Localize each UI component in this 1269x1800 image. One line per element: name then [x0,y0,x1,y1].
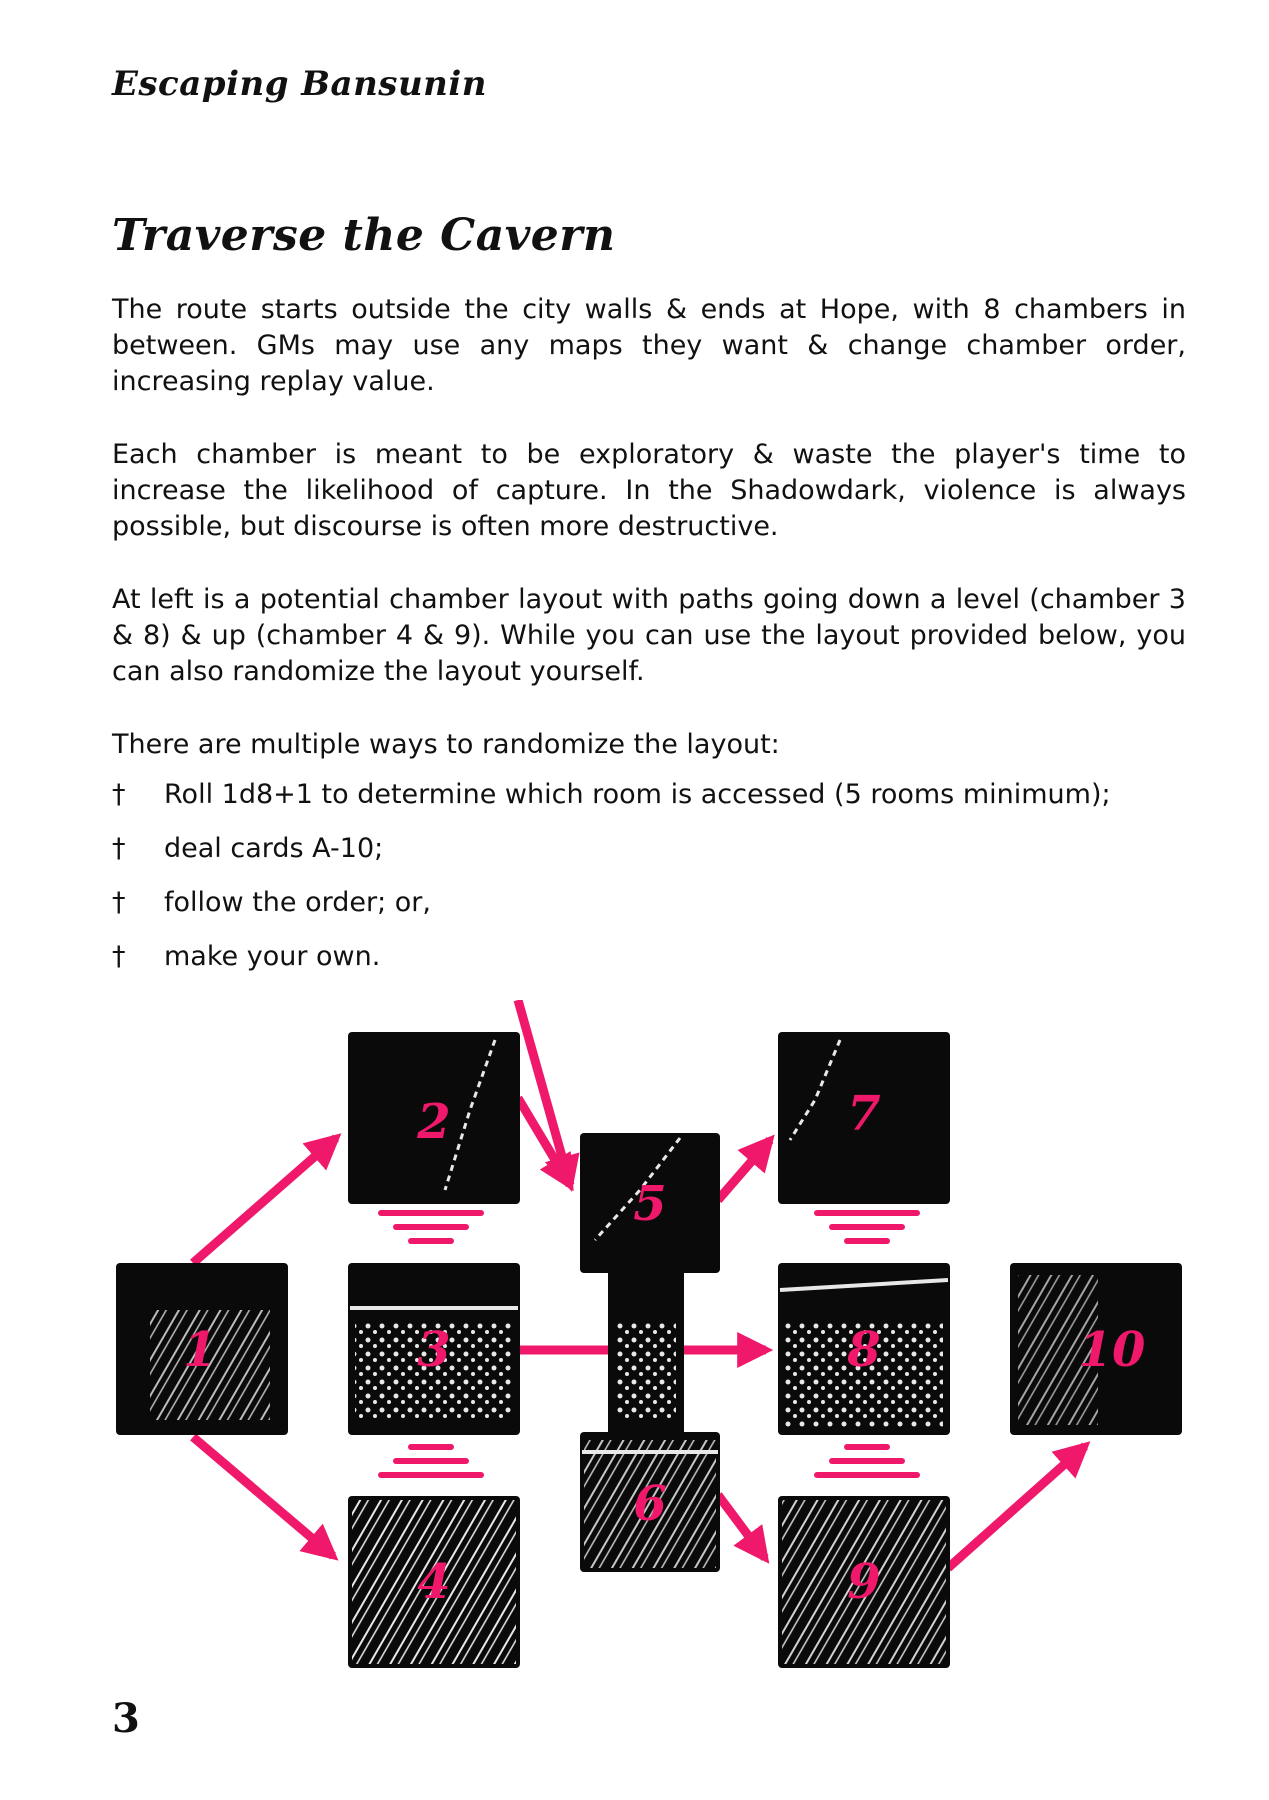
list-item-text: make your own. [164,941,381,972]
paragraph-layout: At left is a potential chamber layout with paths going down a level (chamber 3 & 8) & up (chamber 4 & 9). While you can use the layout provided below, you can also randomize the layout yourself. [112,584,1186,687]
arrow-1-to-4 [193,1437,333,1556]
paragraph-route: The route starts outside the city walls & ends at Hope, with 8 chambers in between. GMs may use any maps they want & change chamber order, increasing replay value. [112,294,1186,397]
arrow-9-to-10 [948,1446,1085,1568]
list-item [112,831,1186,885]
chamber-map [0,1000,1269,1680]
chamber-number: 2 [417,1094,451,1150]
page-number: 3 [112,1695,140,1742]
chamber-number: 1 [183,1322,217,1378]
dagger-bullet-icon: † [112,779,126,810]
chamber-number: 4 [417,1554,451,1610]
section-title: Traverse the Cavern [112,210,616,261]
list-item-text: deal cards A-10; [164,833,384,864]
running-title: Escaping Bansunin [112,64,488,104]
stairs-icon [378,1444,484,1478]
chamber-number: 7 [847,1086,881,1142]
paragraph-randomize-intro: There are multiple ways to randomize the layout: [112,729,780,760]
stairs-icon [378,1210,484,1244]
chamber-number: 3 [417,1322,451,1378]
list-item-text: Roll 1d8+1 to determine which room is accessed (5 rooms minimum); [164,779,1111,810]
dagger-bullet-icon: † [112,887,126,918]
arrow-2-to-5 [518,1000,570,1185]
arrow-5-to-7 [718,1140,770,1200]
randomize-options-list [112,777,1186,993]
dagger-bullet-icon: † [112,941,126,972]
stairs-icon [814,1444,920,1478]
dagger-bullet-icon: † [112,833,126,864]
list-item-text: follow the order; or, [164,887,431,918]
arrow-6-to-9 [718,1495,765,1558]
chamber-number: 10 [1078,1322,1146,1378]
chamber-number: 8 [847,1322,881,1378]
paragraph-exploration: Each chamber is meant to be exploratory & waste the player's time to increase the likelihood of capture. In the Shadowdark, violence is always possible, but discourse is often more destructive. [112,439,1186,542]
arrow-1-to-2 [193,1138,336,1263]
chamber-number: 9 [847,1554,881,1610]
list-item [112,777,1186,831]
list-item [112,885,1186,939]
stairs-icon [814,1210,920,1244]
list-item [112,939,1186,993]
passage-texture [616,1320,676,1420]
chamber-number: 6 [633,1476,667,1532]
chamber-number: 5 [633,1176,667,1232]
